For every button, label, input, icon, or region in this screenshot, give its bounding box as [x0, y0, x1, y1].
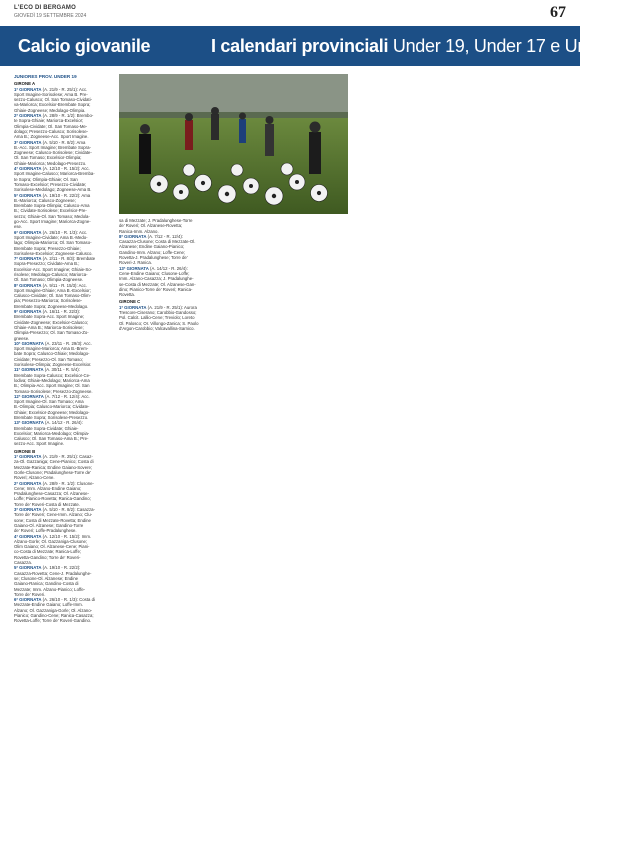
fixture-line: Torre de' Roveri. — [14, 591, 46, 597]
fixture-line: 11ª GIORNATA (A. 30/11 - R. 5/4): — [14, 367, 80, 373]
fixture-line: Tomaso-Excelsior; Presezzo-Cividate; — [14, 181, 87, 187]
fixture-line: Ol. San Tomaso; Excelsior-Olimpia; — [14, 155, 82, 161]
category-title: JUNIORES PROV. UNDER 19 — [14, 74, 77, 79]
fixture-line: Gaiano-Ranica; Gandino-Costa di — [14, 581, 79, 587]
fixture-line: co-Costa di Mezzate; Ranica-Loffe; — [14, 549, 82, 555]
fixture-line: B.; Cividate-Sorisolese; Excelsior-Pre- — [14, 208, 87, 214]
round-label: 8ª GIORNATA — [14, 282, 42, 288]
page-number: 67 — [550, 4, 566, 21]
round-label: 12ª GIORNATA — [14, 393, 44, 399]
fixture-line: 3ª GIORNATA (A. 5/10 - R. 8/2): Ama — [14, 139, 86, 145]
calendar-column — [119, 218, 231, 842]
fixture-line: Alzano; Ol. Gazzaniga-Gorle; Ol. Alzano- — [14, 607, 93, 613]
fixture-line: 4ª GIORNATA (A. 12/10 - R. 15/2): Acc. — [14, 166, 90, 172]
fixture-line: Torre de' Roveri-Costa di Mezzate. — [14, 501, 81, 507]
round-label: 6ª GIORNATA — [14, 597, 42, 603]
fixture-line: Casazza. — [14, 560, 32, 566]
fixture-line: Calusco; Ol. San Tomaso-Ama B.; Pre- — [14, 436, 89, 442]
fixture-line: Rovetta. — [119, 292, 136, 298]
fixture-line: 8ª GIORNATA (A. 7/12 - R. 12/4): — [119, 233, 183, 239]
fixture-line: Ghiaie-Ama B.; Mariorca-Sorisolese; — [14, 324, 84, 330]
round-label: 9ª GIORNATA — [14, 309, 42, 315]
fixture-line: te Sopra; Olimpia-Ghiaie; Ol. San — [14, 176, 78, 182]
fixture-line: Calusco-Cividate; Ol. San Tomaso-Olim- — [14, 293, 92, 299]
fixture-line: Ama B.; Zogneese-Acc. Sport Imagine. — [14, 134, 89, 140]
round-label: 7ª GIORNATA — [14, 256, 42, 262]
football-photo-svg — [119, 74, 348, 214]
fixture-line: 12ª GIORNATA (A. 7/12 - R. 12/4): Acc. — [14, 393, 90, 399]
fixture-line: Excelsior; Mariorca-Medolago; Olimpia- — [14, 430, 90, 436]
fixture-line: Alzano-Gorle; Ol. Gazzaniga-Clusone; — [14, 538, 88, 544]
fixture-line: Sorisolese-Olimpia; Zogneese-Excelsior. — [14, 362, 92, 368]
fixture-line: Imm. Alzano-Casazza; J. Pradalunghe- — [119, 276, 194, 282]
fixture-line: 10ª GIORNATA (A. 23/11 - R. 29/3): Acc. — [14, 340, 92, 346]
fixture-line: B.-Acc. Sport Imagine; Brembate Sopra- — [14, 144, 91, 150]
fixture-line: Roveri; Alzano-Cene. — [14, 475, 55, 481]
fixture-line: go-Acc. Sport Imagine; Mariorca-Zogne- — [14, 219, 91, 225]
fixture-line: Olimpia-Presezzo; Ol. San Tomaso-Zo- — [14, 330, 89, 336]
fixture-line: 5ª GIORNATA (A. 19/10 - R. 22/2): — [14, 565, 81, 571]
fixture-line: se; Clusone-Ol. Alzanese; Endine — [14, 575, 79, 581]
fixture-line: sezzo-Acc. Sport Imagine. — [14, 441, 65, 447]
masthead — [0, 0, 580, 22]
fixture-line: 1ª GIORNATA (A. 21/9 - R. 25/1): Acc. — [14, 86, 88, 92]
fixture-line: Pol. Calcit. Lallio-Cene; Treviolo; Loreto — [119, 315, 195, 321]
round-label: 4ª GIORNATA — [14, 166, 42, 172]
round-label: 4ª GIORNATA — [14, 533, 42, 539]
fixture-line: bate Sopra; Calusco-Ghiaie; Medolago- — [14, 351, 90, 357]
fixture-line: Torre de' Roveri; Cene-Imm. Alzano; Clu- — [14, 512, 93, 518]
fixture-line: 13ª GIORNATA (A. 14/12 - R. 26/4): — [119, 265, 188, 271]
round-label: 3ª GIORNATA — [14, 507, 42, 513]
round-label: 1ª GIORNATA — [14, 86, 42, 92]
fixture-line: d'Argon-Carobbio; Valcavallina-Sarnico. — [119, 325, 195, 331]
fixture-line: Excelsior-Acc. Sport Imagine; Ghiaie-So- — [14, 266, 93, 272]
fixture-line: ese. — [14, 224, 23, 230]
fixture-line: Mezzate-Endine Gaiano; Loffe-Imm. — [14, 602, 83, 608]
fixture-line: Brembate Sopra-Acc. Sport Imagine; — [14, 314, 85, 320]
fixture-line: dino; Pianico-Torre de' Roveri; Ranica- — [119, 286, 193, 292]
fixture-line: 13ª GIORNATA (A. 14/12 - R. 26/4): — [14, 420, 83, 426]
headline-bold: I calendari provinciali — [211, 36, 389, 56]
fixture-line: 3ª GIORNATA (A. 5/10 - R. 8/2): Casazza- — [14, 507, 95, 513]
fixture-line: risolese; Medolago-Calusco; Mariorca- — [14, 271, 88, 277]
group-title: GIRONE A — [14, 81, 36, 87]
fixture-line: dolago; Presezzo-Calusco; Sorisolese- — [14, 128, 89, 134]
calendar-column — [14, 74, 114, 842]
fixture-line: Sorisolese-Excelsior; Zogneese-Calusco. — [14, 250, 93, 256]
fixture-line: 1ª GIORNATA (A. 21/9 - R. 25/1): Aurora — [119, 304, 197, 310]
round-label: 1ª GIORNATA — [14, 454, 42, 460]
fixture-line: 4ª GIORNATA (A. 12/10 - R. 15/2): Imm. — [14, 533, 92, 539]
fixture-line: de' Roveri; Loffe-Pradalunghese. — [14, 528, 77, 534]
fixture-line: 6ª GIORNATA (A. 26/10 - R. 1/3): Costa di — [14, 597, 95, 603]
fixture-line: Ol. Palosco; Or. Villongo-Zanica; S. Paolo — [119, 320, 199, 326]
fixture-line: Sport Imagine-Calusco; Mariorca-Bremba- — [14, 171, 95, 177]
fixture-line: Gaiano-Ol. Alzanese; Gandino-Torre — [14, 522, 84, 528]
fixture-line: 2ª GIORNATA (A. 28/9 - R. 1/2): Clusone- — [14, 480, 94, 486]
fixture-line: Ghiaie-Mariorca; Medolago-Presezzo. — [14, 160, 87, 166]
fixture-line: Rovetta-Gandino; Torre de' Roveri- — [14, 554, 81, 560]
fixture-line: Sport Imagine-Ghiaie; Ama B.-Excelsior; — [14, 287, 91, 293]
fixture-line: Mezzate; Imm. Alzano-Pianico; Loffe- — [14, 586, 86, 592]
fixture-line: Rovetta-Loffe; Torre de' Roveri-Gandino. — [14, 618, 92, 624]
fixture-line: Sport Imagine-Mariorca; Ama B.-Brem- — [14, 346, 89, 352]
fixture-line: va-Mariorca; Excelsior-Brembate Sopra; — [14, 102, 91, 108]
fixture-line: Brembate Sopra-Calusco; Excelsior-Ce- — [14, 372, 91, 378]
fixture-line: Rovetta-J. Pradalunghese; Torre de' — [119, 255, 188, 261]
fixture-line: pia; Presezzo-Mariorca; Sorisolese- — [14, 298, 83, 304]
newspaper-name: L'ECO DI BERGAMO — [14, 5, 76, 11]
fixture-line: Sport Imagine-Ol. San Tomaso; Ama — [14, 399, 84, 405]
fixture-line: Brembate Sopra; Presezzo-Ghiaie; — [14, 245, 81, 251]
fixture-line: Pianico; Gandino-Cene; Ranica-Casazza; — [14, 612, 94, 618]
fixture-line: gneese. — [14, 335, 30, 341]
round-label: 11ª GIORNATA — [14, 367, 44, 373]
fixture-line: lago; Olimpia-Mariorca; Ol. San Tomaso- — [14, 240, 92, 246]
round-label: 8ª GIORNATA — [119, 233, 147, 239]
round-label: 13ª GIORNATA — [14, 420, 44, 426]
fixture-line: de' Roveri; Ol. Alzanese-Rovetta; — [119, 223, 183, 229]
fixture-line: B.; Olimpia-Acc. Sport Imagine; Ol. San — [14, 383, 90, 389]
round-label: 13ª GIORNATA — [119, 265, 149, 271]
fixture-line: 8ª GIORNATA (A. 9/11 - R. 15/3): Acc. — [14, 282, 87, 288]
fixture-line: 7ª GIORNATA (A. 2/11 - R. 8/3): Brembate — [14, 256, 96, 262]
fixture-line: B.-Mariorca; Calusco-Zogneese; — [14, 197, 76, 203]
fixture-line: Casazza-Rovetta; Cene-J. Pradalunghe- — [14, 570, 92, 576]
fixture-line: Sport Imagine-Cividate; Ama B.-Medo- — [14, 234, 88, 240]
fixture-line: Ghiaie; Excelsior-Zogneese; Medolago- — [14, 409, 90, 415]
fixture-line: Gandino-Imm. Alzano; Loffe-Cene; — [119, 249, 186, 255]
fixture-line: Mezzate-Ranica; Endine Gaiano-Sovere; — [14, 464, 93, 470]
round-label: 3ª GIORNATA — [14, 139, 42, 145]
fixture-line: Casazza-Clusone; Costa di Mezzate-Ol. — [119, 239, 196, 245]
fixture-line: Olimpia-Cividate; Ol. San Tomaso-Me- — [14, 123, 88, 129]
round-label: 1ª GIORNATA — [119, 304, 147, 310]
fixture-line: Cividate; Presezzo-Ol. San Tomaso; — [14, 356, 83, 362]
fixture-line: te Sopra-Ghiaie; Mariorca-Excelsior; — [14, 118, 84, 124]
fixture-line: Pradalunghese-Casazza; Ol. Alzanese- — [14, 491, 89, 497]
fixture-line: Ol. San Tomaso; Olimpia-Zogneese. — [14, 277, 84, 283]
round-label: 10ª GIORNATA — [14, 340, 44, 346]
fixture-line: za-Ol. Gazzaniga; Cene-Pianico; Costa di — [14, 459, 94, 465]
headline-rest: Under 19, Under 17 e Under 16 — [392, 36, 636, 56]
round-label: 6ª GIORNATA — [14, 229, 42, 235]
fixture-line: Ghiaie-Zogneese; Medolago-Olimpia. — [14, 107, 86, 113]
fixture-line: Brembate Sopra-Olimpia; Calusco-Ama — [14, 203, 90, 209]
fixture-line: Cene-Endine Gaiano; Clusone-Loffe; — [119, 270, 190, 276]
fixture-line: se-Costa di Mezzate; Ol. Alzanese-Gan- — [119, 281, 196, 287]
round-label: 5ª GIORNATA — [14, 565, 42, 571]
fixture-line: sezzo-Calusco; Ol. San Tomaso-Cividati- — [14, 97, 93, 103]
fixture-line: Gorle-Clusone; Pradalunghese-Torre de' — [14, 469, 92, 475]
fixture-line: 1ª GIORNATA (A. 21/9 - R. 25/1): Casaz- — [14, 454, 93, 460]
fixture-line: 5ª GIORNATA (A. 19/10 - R. 22/2): Ama — [14, 192, 91, 198]
fixture-line: Loffe; Pianico-Rovetta; Ranica-Gandino; — [14, 496, 91, 502]
fixture-line: Ranica-Imm. Alzano. — [119, 228, 159, 234]
group-title: GIRONE C — [119, 299, 141, 305]
fixture-line: Trescore-Ciserano; Carobbio-Gandosso; — [119, 310, 197, 316]
fixture-line: Brembate Sopra; Zogneese-Medolago. — [14, 303, 89, 309]
fixture-line: 6ª GIORNATA (A. 26/10 - R. 1/3): Acc. — [14, 229, 88, 235]
fixture-line: Cividate-Zogneese; Excelsior-Calusco; — [14, 319, 89, 325]
fixture-line: Brembate Sopra; Sorisolese-Presezzo. — [14, 415, 89, 420]
fixture-line: 2ª GIORNATA (A. 28/9 - R. 1/2): Brembo- — [14, 113, 94, 119]
fixture-line: B.-Olimpia; Calusco-Mariorca; Cividate- — [14, 404, 90, 410]
section-title: Calcio giovanile — [18, 36, 151, 56]
fixture-line: Roveri-J. Ranica. — [119, 260, 152, 266]
fixture-line: Tomaso-Sorisolese; Presezzo-Zogneese. — [14, 388, 93, 394]
fixture-line: Cene; Imm. Alzano-Endine Gaiano; — [14, 485, 82, 491]
fixture-line: sa di Mezzate; J. Pradalunghese-Torre — [119, 218, 193, 223]
group-title: GIRONE B — [14, 448, 36, 454]
fixture-line: sezzo; Ghiaie-Ol. San Tomaso; Medola- — [14, 213, 90, 219]
section-banner — [0, 26, 636, 66]
fixture-line: lodiva; Ghiaie-Medolago; Mariorca-Ama — [14, 377, 90, 383]
fixture-line: Zogneese; Calusco-Sorisolese; Cividate- — [14, 150, 92, 156]
issue-date: GIOVEDÌ 19 SETTEMBRE 2024 — [14, 13, 87, 19]
fixture-line: Olim Gaiano; Ol. Alzanese-Cene; Piani- — [14, 544, 90, 550]
fixture-line: Alzanese; Endine Gaiano-Pianico; — [119, 244, 185, 250]
round-label: 2ª GIORNATA — [14, 480, 42, 486]
football-photo-icon — [119, 74, 348, 214]
fixture-line: 9ª GIORNATA (A. 16/11 - R. 22/3): — [14, 309, 81, 315]
fixture-line: Sorisolese-Medolago; Zogneese-Ama B. — [14, 187, 92, 193]
page-headline — [211, 36, 636, 57]
round-label: 2ª GIORNATA — [14, 113, 42, 119]
fixture-line: Sport Imagine-Sorisolese; Ama B. Pre- — [14, 91, 88, 97]
fixture-line: sone; Costa di Mezzate-Rovetta; Endine — [14, 517, 91, 523]
fixture-line: Brembate Sopra-Cividate; Ghiaie- — [14, 425, 79, 431]
fixture-line: Sopra-Presezzo; Cividate-Ama B.; — [14, 261, 80, 267]
round-label: 5ª GIORNATA — [14, 192, 42, 198]
